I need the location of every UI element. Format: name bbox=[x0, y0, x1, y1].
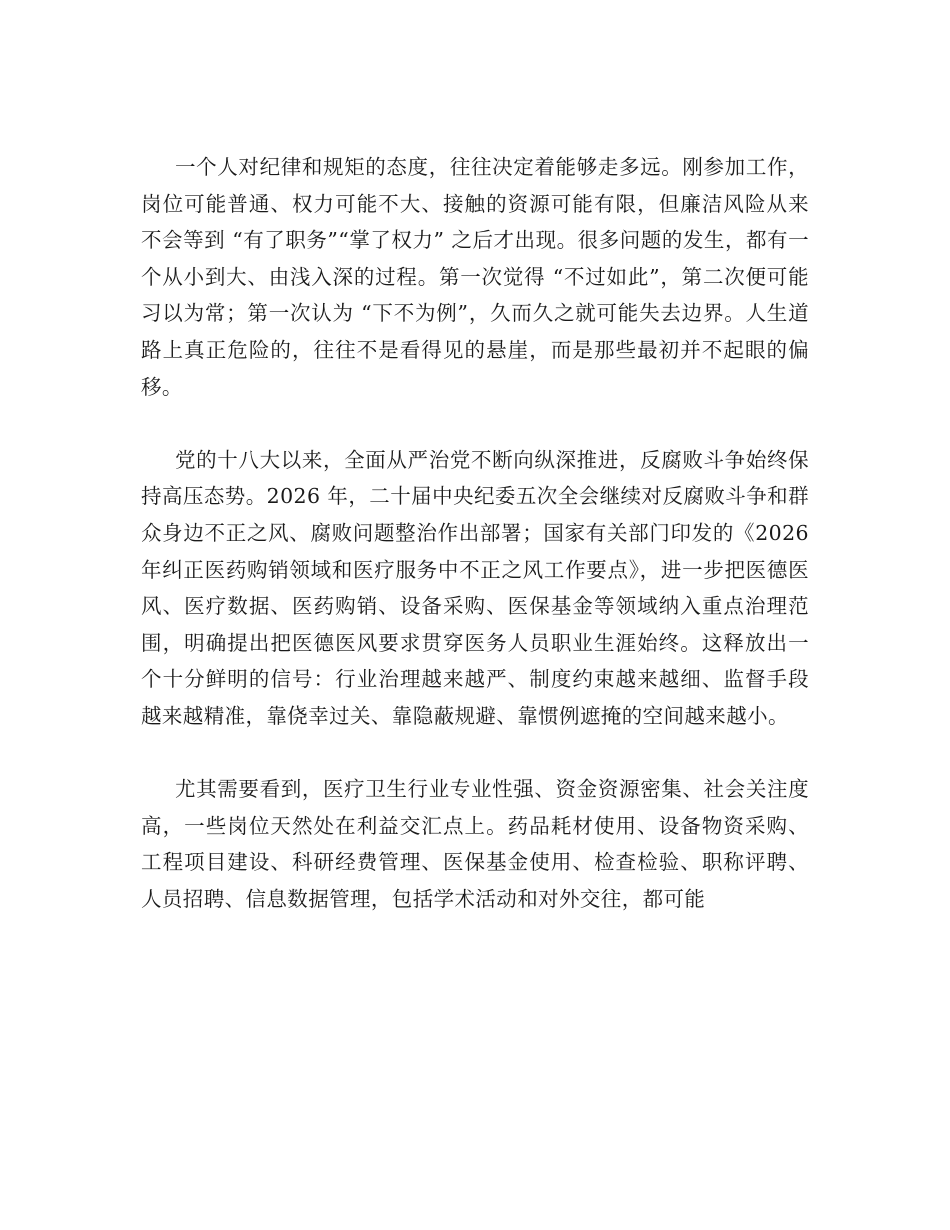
document-body bbox=[141, 149, 809, 917]
paragraph-1: 一个人对纪律和规矩的态度，往往决定着能够走多远。刚参加工作，岗位可能普通、权力可能不大、接触的资源可能有限，但廉洁风险从来不会等到 “有了职务”“掌了权力” 之后才出现。很多问题的发生，都有一个从小到大、由浅入深的过程。第一次觉得 “不过如此”，第二次便可能习以为常；第一次认为 “下不为例”，久而久之就可能失去边界。人生道路上真正危险的，往往不是看得见的悬崖，而是那些最初并不起眼的偏移。 bbox=[141, 155, 809, 399]
paragraph-3: 尤其需要看到，医疗卫生行业专业性强、资金资源密集、社会关注度高，一些岗位天然处在利益交汇点上。药品耗材使用、设备物资采购、工程项目建设、科研经费管理、医保基金使用、检查检验、职称评聘、人员招聘、信息数据管理，包括学术活动和对外交往，都可能 bbox=[141, 777, 809, 911]
paragraph-2: 党的十八大以来，全面从严治党不断向纵深推进，反腐败斗争始终保持高压态势。2026 年，二十届中央纪委五次全会继续对反腐败斗争和群众身边不正之风、腐败问题整治作出部署；国家有关部门印发的《2026 年纠正医药购销领域和医疗服务中不正之风工作要点》，进一步把医德医风、医疗数据、医药购销、设备采购、医保基金等领域纳入重点治理范围，明确提出把医德医风要求贯穿医务人员职业生涯始终。这释放出一个十分鲜明的信号：行业治理越来越严、制度约束越来越细、监督手段越来越精准，靠侥幸过关、靠隐蔽规避、靠惯例遮掩的空间越来越小。 bbox=[141, 447, 809, 728]
